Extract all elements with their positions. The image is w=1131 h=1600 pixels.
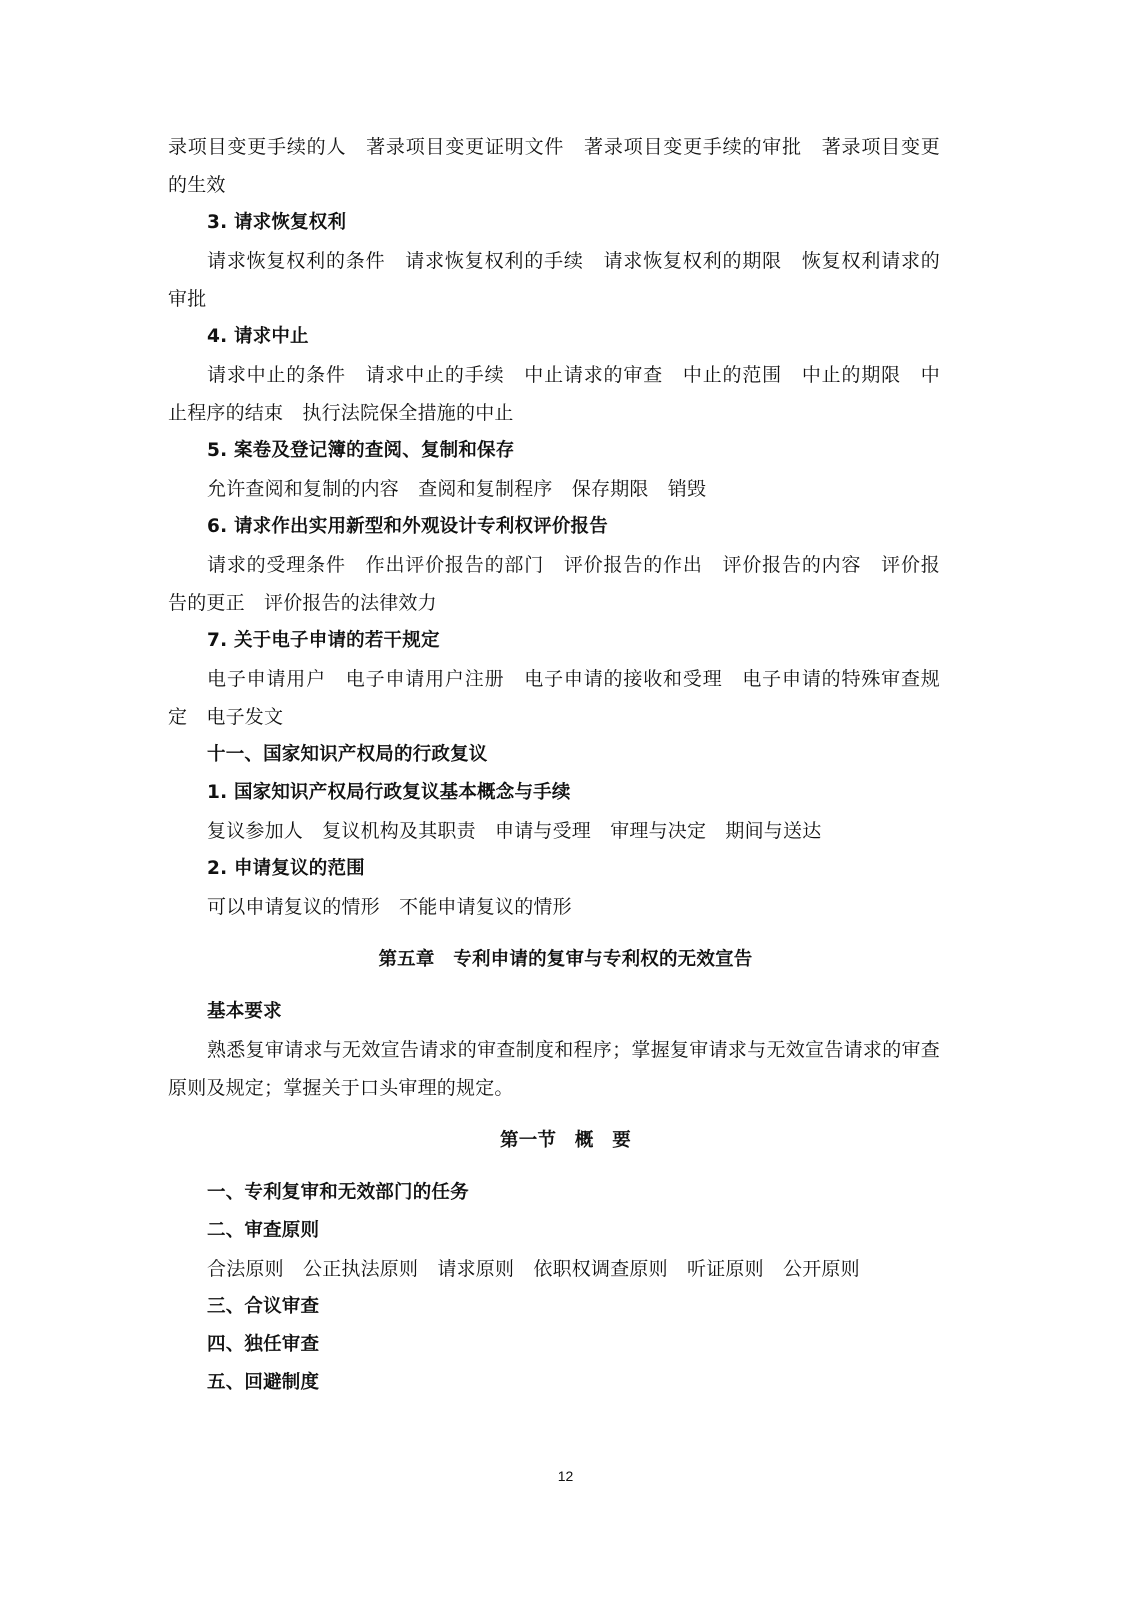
section-title: 第一节 概 要 — [500, 1130, 631, 1151]
section-heading: 5. 案卷及登记簿的查阅、复制和保存 — [207, 440, 515, 461]
body-line: 合法原则 公正执法原则 请求原则 依职权调查原则 听证原则 公开原则 — [207, 1258, 860, 1280]
section-heading: 3. 请求恢复权利 — [207, 212, 347, 233]
body-line: 熟悉复审请求与无效宣告请求的审查制度和程序；掌握复审请求与无效宣告请求的审查 — [207, 1039, 940, 1061]
section-heading: 2. 申请复议的范围 — [207, 858, 365, 879]
section-heading: 五、回避制度 — [207, 1372, 320, 1393]
body-line: 允许查阅和复制的内容 查阅和复制程序 保存期限 销毁 — [207, 478, 707, 500]
body-line: 定 电子发文 — [168, 706, 284, 728]
section-heading: 基本要求 — [207, 1001, 282, 1022]
body-line: 录项目变更手续的人 著录项目变更证明文件 著录项目变更手续的审批 著录项目变更 — [168, 136, 940, 158]
body-line: 审批 — [168, 288, 207, 310]
section-heading: 二、审查原则 — [207, 1220, 320, 1241]
page-number: 12 — [557, 1468, 574, 1484]
section-heading: 三、合议审查 — [207, 1296, 320, 1317]
body-line: 请求中止的条件 请求中止的手续 中止请求的审查 中止的范围 中止的期限 中 — [207, 364, 940, 386]
section-heading: 7. 关于电子申请的若干规定 — [207, 630, 440, 651]
section-heading: 十一、国家知识产权局的行政复议 — [207, 744, 488, 765]
body-line: 可以申请复议的情形 不能申请复议的情形 — [207, 896, 572, 918]
section-heading: 4. 请求中止 — [207, 326, 309, 347]
body-line: 告的更正 评价报告的法律效力 — [168, 592, 437, 614]
chapter-title: 第五章 专利申请的复审与专利权的无效宣告 — [378, 949, 753, 970]
body-line: 的生效 — [168, 174, 226, 196]
body-line: 请求的受理条件 作出评价报告的部门 评价报告的作出 评价报告的内容 评价报 — [207, 554, 940, 576]
body-line: 止程序的结束 执行法院保全措施的中止 — [168, 402, 514, 424]
section-heading: 1. 国家知识产权局行政复议基本概念与手续 — [207, 782, 571, 803]
body-line: 复议参加人 复议机构及其职责 申请与受理 审理与决定 期间与送达 — [207, 820, 822, 842]
body-line: 原则及规定；掌握关于口头审理的规定。 — [168, 1077, 514, 1099]
section-heading: 一、专利复审和无效部门的任务 — [207, 1182, 469, 1203]
section-heading: 四、独任审查 — [207, 1334, 320, 1355]
body-line: 电子申请用户 电子申请用户注册 电子申请的接收和受理 电子申请的特殊审查规 — [207, 668, 940, 690]
body-line: 请求恢复权利的条件 请求恢复权利的手续 请求恢复权利的期限 恢复权利请求的 — [207, 250, 940, 272]
section-heading: 6. 请求作出实用新型和外观设计专利权评价报告 — [207, 516, 608, 537]
